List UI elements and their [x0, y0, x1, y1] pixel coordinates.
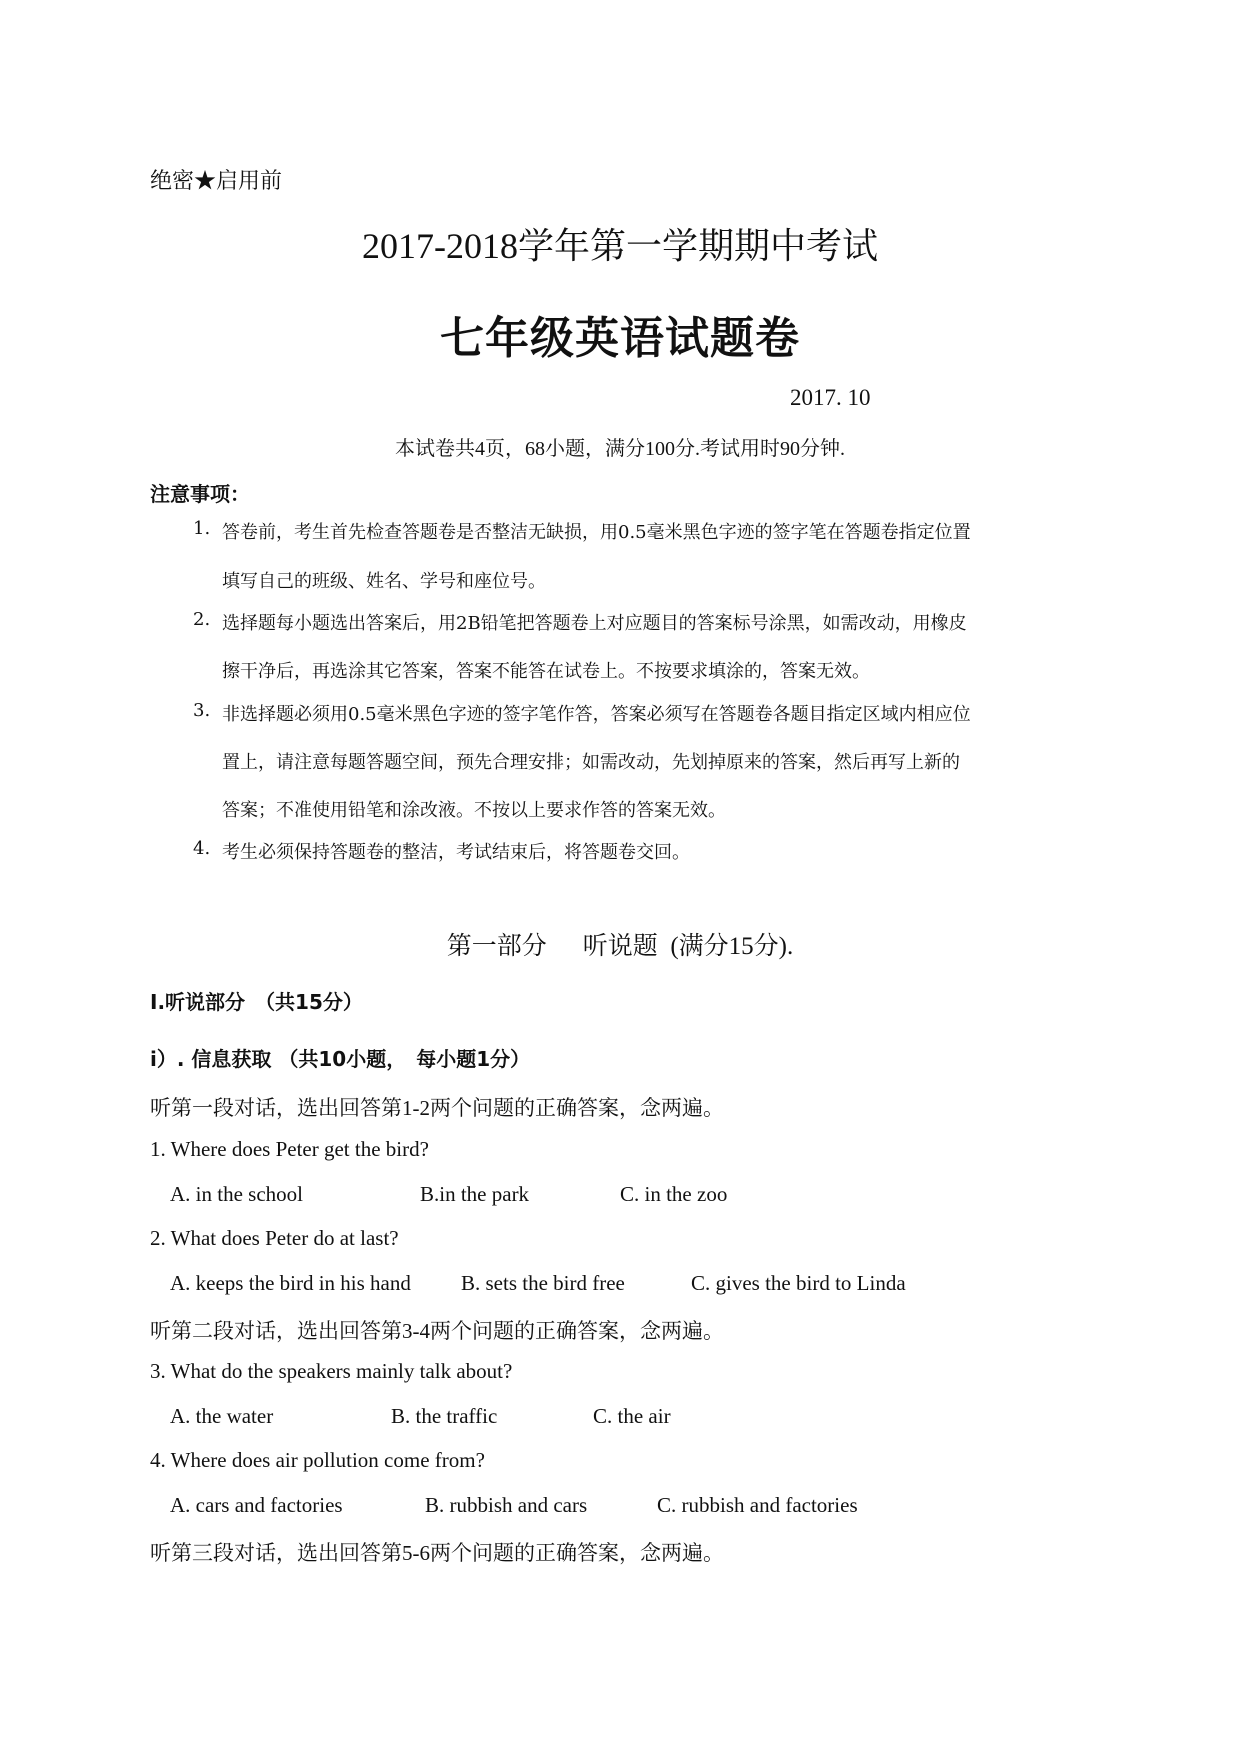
- notice-number: 1.: [193, 518, 211, 539]
- notice-line: 选择题每小题选出答案后，用2B铅笔把答题卷上对应题目的答案标号涂黑，如需改动，用橡皮: [222, 613, 967, 634]
- question-2-option-b: B. sets the bird free: [461, 1271, 625, 1295]
- question-4-option-c: C. rubbish and factories: [657, 1493, 858, 1517]
- dialogue-instruction-2: 听第二段对话，选出回答第3-4两个问题的正确答案，念两遍。: [150, 1319, 724, 1343]
- notice-line: 置上，请注意每题答题空间，预先合理安排；如需改动，先划掉原来的答案，然后再写上新的: [222, 752, 960, 773]
- paper-title: 七年级英语试题卷: [440, 314, 800, 363]
- section-heading: I.听说部分 （共15分）: [150, 990, 363, 1014]
- part-name: 听说题: [582, 933, 658, 960]
- dialogue-instruction-3: 听第三段对话，选出回答第5-6两个问题的正确答案，念两遍。: [150, 1541, 724, 1565]
- confidential-mark: 绝密★启用前: [150, 168, 283, 193]
- question-4-option-a: A. cars and factories: [170, 1493, 343, 1517]
- question-2-option-a: A. keeps the bird in his hand: [170, 1271, 411, 1295]
- notice-line: 非选择题必须用0.5毫米黑色字迹的签字笔作答，答案必须写在答题卷各题目指定区域内相应位: [222, 704, 971, 725]
- dialogue-instruction-1: 听第一段对话，选出回答第1-2两个问题的正确答案，念两遍。: [150, 1096, 724, 1120]
- notice-number: 2.: [193, 609, 211, 630]
- question-3-option-c: C. the air: [593, 1404, 671, 1428]
- question-3: 3. What do the speakers mainly talk about?: [150, 1359, 513, 1383]
- part-score: (满分15分).: [670, 933, 794, 960]
- question-2: 2. What does Peter do at last?: [150, 1226, 399, 1250]
- part-one-title: [0, 926, 1240, 962]
- question-1: 1. Where does Peter get the bird?: [150, 1137, 429, 1161]
- notice-number: 4.: [193, 838, 211, 859]
- question-1-option-a: A. in the school: [170, 1182, 303, 1206]
- question-4-option-b: B. rubbish and cars: [425, 1493, 588, 1517]
- exam-date: 2017. 10: [790, 385, 871, 410]
- notice-heading: 注意事项：: [150, 482, 250, 506]
- notice-line: 擦干净后，再选涂其它答案，答案不能答在试卷上。不按要求填涂的，答案无效。: [222, 661, 870, 682]
- notice-line: 答案；不准使用铅笔和涂改液。不按以上要求作答的答案无效。: [222, 800, 726, 821]
- subsection-heading: i）. 信息获取 （共10小题， 每小题1分）: [150, 1047, 531, 1071]
- question-2-option-c: C. gives the bird to Linda: [691, 1271, 906, 1295]
- question-4: 4. Where does air pollution come from?: [150, 1448, 485, 1472]
- question-3-option-b: B. the traffic: [391, 1404, 498, 1428]
- exam-title: 2017-2018学年第一学期期中考试: [362, 226, 878, 266]
- exam-info: 本试卷共4页，68小题，满分100分.考试用时90分钟.: [395, 438, 845, 460]
- question-1-option-c: C. in the zoo: [620, 1182, 728, 1206]
- question-3-option-a: A. the water: [170, 1404, 274, 1428]
- question-1-option-b: B.in the park: [420, 1182, 530, 1206]
- notice-line: 考生必须保持答题卷的整洁，考试结束后，将答题卷交回。: [222, 842, 690, 863]
- notice-number: 3.: [193, 700, 211, 721]
- notice-line: 答卷前，考生首先检查答题卷是否整洁无缺损，用0.5毫米黑色字迹的签字笔在答题卷指定位置: [222, 522, 971, 543]
- notice-line: 填写自己的班级、姓名、学号和座位号。: [222, 571, 546, 592]
- part-label: 第一部分: [446, 933, 547, 960]
